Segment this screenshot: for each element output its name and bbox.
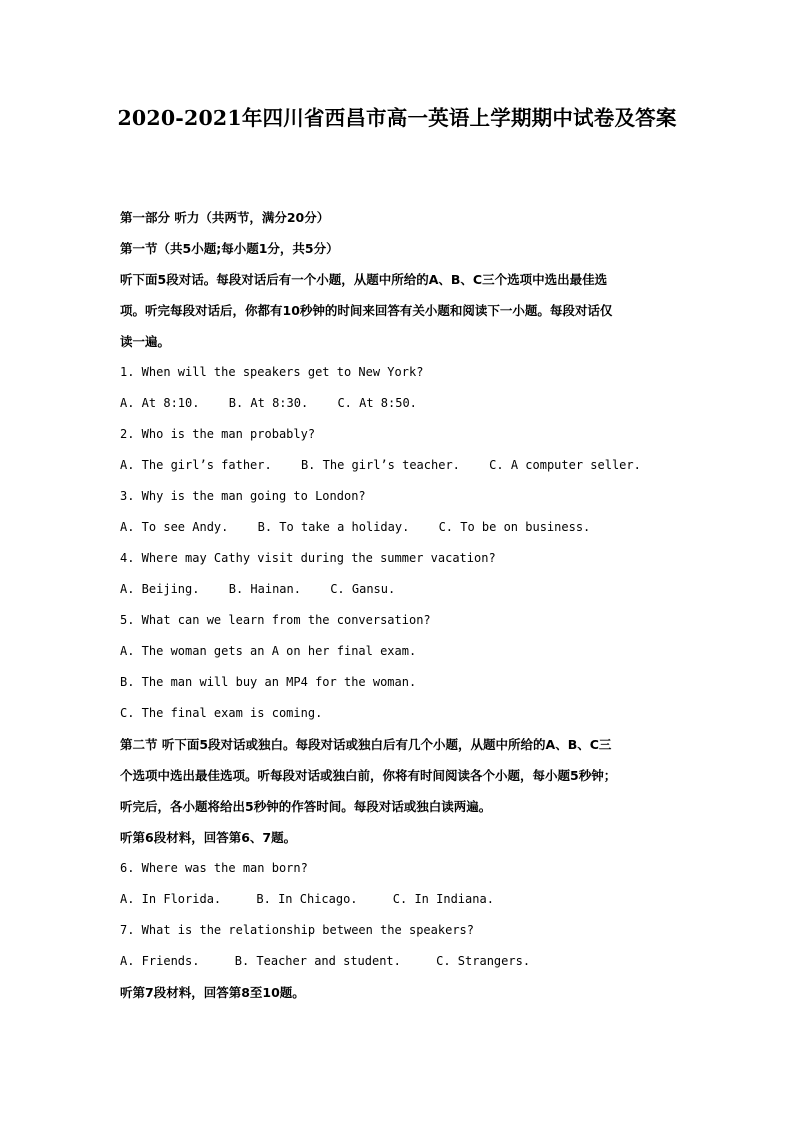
question-5-option-a: A. The woman gets an A on her final exam. bbox=[120, 644, 417, 658]
question-2: 2. Who is the man probably? bbox=[120, 427, 316, 441]
question-5-option-b: B. The man will buy an MP4 for the woman. bbox=[120, 675, 417, 689]
section1-heading: 第一节（共5小题;每小题1分，共5分） bbox=[120, 241, 339, 256]
question-2-options bbox=[120, 450, 682, 481]
question-1-options bbox=[120, 388, 682, 419]
question-3: 3. Why is the man going to London? bbox=[120, 489, 366, 503]
question-2-option-a: A. The girl’s father. bbox=[120, 458, 272, 472]
question-7-option-b: B. Teacher and student. bbox=[234, 954, 401, 968]
document-body bbox=[120, 202, 682, 1008]
question-5-option-c: C. The final exam is coming. bbox=[120, 706, 323, 720]
question-3-option-a: A. To see Andy. bbox=[120, 520, 229, 534]
question-1-option-b: B. At 8:30. bbox=[228, 396, 309, 410]
question-1-option-c: C. At 8:50. bbox=[337, 396, 417, 410]
question-6-option-b: B. In Chicago. bbox=[256, 892, 358, 906]
question-2-option-c: C. A computer seller. bbox=[489, 458, 641, 472]
question-6-option-a: A. In Florida. bbox=[120, 892, 222, 906]
question-4-options bbox=[120, 574, 682, 605]
material-6-heading: 听第6段材料，回答第6、7题。 bbox=[120, 830, 297, 845]
question-3-option-c: C. To be on business. bbox=[438, 520, 591, 534]
question-6-option-c: C. In Indiana. bbox=[392, 892, 494, 906]
question-2-option-b: B. The girl’s teacher. bbox=[300, 458, 460, 472]
question-1-option-a: A. At 8:10. bbox=[120, 396, 200, 410]
question-4-option-c: C. Gansu. bbox=[330, 582, 396, 596]
question-5: 5. What can we learn from the conversation? bbox=[120, 613, 431, 627]
section2-instructions-line-2: 个选项中选出最佳选项。听每段对话或独白前，你将有时间阅读各个小题，每小题5秒钟； bbox=[120, 768, 617, 783]
question-6-options bbox=[120, 884, 682, 915]
section2-instructions-line-3: 听完后，各小题将给出5秒钟的作答时间。每段对话或独白读两遍。 bbox=[120, 799, 492, 814]
question-6: 6. Where was the man born? bbox=[120, 861, 308, 875]
question-7-options bbox=[120, 946, 682, 977]
question-4: 4. Where may Cathy visit during the summer vacation? bbox=[120, 551, 496, 565]
section1-instructions-line-3: 读一遍。 bbox=[120, 334, 171, 349]
section1-instructions-line-2: 项。听完每段对话后，你都有10秒钟的时间来回答有关小题和阅读下一小题。每段对话仅 bbox=[120, 303, 613, 318]
section2-instructions-line-1: 第二节 听下面5段对话或独白。每段对话或独白后有几个小题，从题中所给的A、B、C三 bbox=[120, 737, 612, 752]
question-4-option-b: B. Hainan. bbox=[228, 582, 301, 596]
question-3-option-b: B. To take a holiday. bbox=[257, 520, 410, 534]
material-7-heading: 听第7段材料，回答第8至10题。 bbox=[120, 985, 305, 1000]
question-4-option-a: A. Beijing. bbox=[120, 582, 200, 596]
document-title: 2020-2021年四川省西昌市高一英语上学期期中试卷及答案 bbox=[117, 106, 677, 130]
part1-heading: 第一部分 听力（共两节，满分20分） bbox=[120, 210, 330, 225]
question-1: 1. When will the speakers get to New York? bbox=[120, 365, 424, 379]
question-7-option-c: C. Strangers. bbox=[436, 954, 531, 968]
question-7-option-a: A. Friends. bbox=[120, 954, 200, 968]
section1-instructions-line-1: 听下面5段对话。每段对话后有一个小题，从题中所给的A、B、C三个选项中选出最佳选 bbox=[120, 272, 608, 287]
question-7: 7. What is the relationship between the speakers? bbox=[120, 923, 475, 937]
question-3-options bbox=[120, 512, 682, 543]
